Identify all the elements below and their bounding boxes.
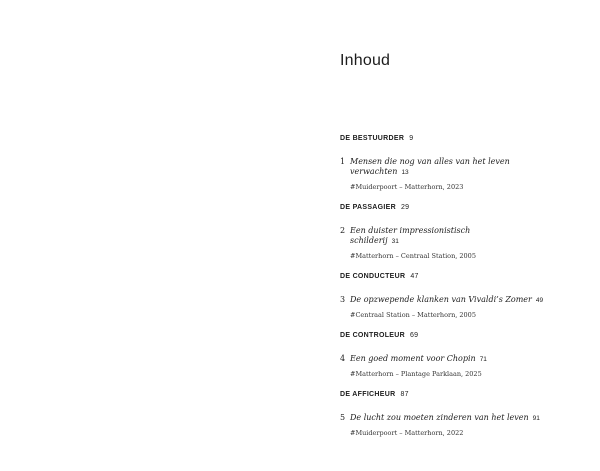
toc-entry [340,202,580,261]
section-heading[interactable] [340,330,580,342]
chapter-entry[interactable] [340,157,580,192]
section-label: DE AFFICHEUR [340,391,396,398]
section-label: DE CONTROLEUR [340,332,405,339]
chapter-number: 5 [340,413,346,422]
toc-entry [340,271,580,320]
chapter-title: Een duister impressionistisch schilderij 31 [350,226,471,245]
chapter-title: Mensen die nog van alles van het leven verwachten 13 [350,157,510,176]
chapter-entry[interactable] [340,295,580,320]
chapter-entry[interactable] [340,354,580,379]
toc-entry [340,330,580,379]
chapter-page-number: 31 [391,238,399,245]
section-heading[interactable] [340,271,580,283]
section-heading[interactable] [340,389,580,401]
chapter-number: 4 [340,354,346,363]
chapter-entry[interactable] [340,413,580,438]
chapter-page-number: 91 [532,415,540,422]
section-heading[interactable] [340,133,580,145]
table-of-contents [340,133,580,438]
section-page-number: 69 [409,332,419,339]
chapter-route-meta: #Matterhorn – Plantage Parklaan, 2025 [350,370,482,378]
chapter-route-meta: #Matterhorn – Centraal Station, 2005 [350,252,476,260]
chapter-page-number: 13 [401,169,409,176]
chapter-number: 3 [340,295,346,304]
chapter-route-meta: #Muiderpoort – Matterhorn, 2023 [350,183,464,191]
chapter-route-meta: #Muiderpoort – Matterhorn, 2022 [350,429,464,437]
section-label: DE PASSAGIER [340,204,396,211]
chapter-number: 1 [340,157,346,166]
chapter-page-number: 49 [535,297,544,304]
section-page-number: 47 [410,273,419,280]
section-page-number: 29 [400,204,410,211]
chapter-number: 2 [340,226,346,235]
section-page-number: 87 [400,391,409,398]
chapter-title: De opzwepende klanken van Vivaldi’s Zomer 49 [350,295,544,304]
chapter-title: Een goed moment voor Chopin 71 [350,354,487,363]
chapter-route-meta: #Centraal Station – Matterhorn, 2005 [350,311,476,319]
section-heading[interactable] [340,202,580,214]
page-title: Inhoud [340,52,391,69]
section-label: DE BESTUURDER [340,135,405,142]
chapter-page-number: 71 [479,356,487,363]
section-label: DE CONDUCTEUR [340,273,406,280]
chapter-entry[interactable] [340,226,580,261]
section-page-number: 9 [409,135,414,142]
toc-entry [340,389,580,438]
chapter-title: De lucht zou moeten zinderen van het leven 91 [350,413,540,422]
toc-entry [340,133,580,192]
